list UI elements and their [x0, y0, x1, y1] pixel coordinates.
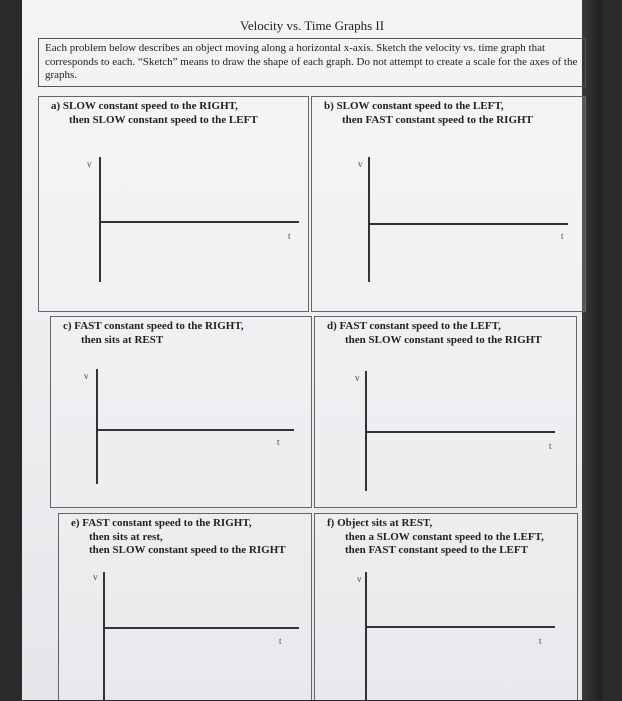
v-axis-label: v [357, 574, 362, 584]
t-axis-label: t [549, 441, 552, 451]
time-axis [368, 223, 568, 225]
problem-d-label [327, 320, 568, 347]
problem-d-line-1: d) FAST constant speed to the LEFT, [327, 320, 501, 332]
velocity-axis [99, 157, 101, 282]
problem-b-label [324, 100, 577, 127]
time-axis [103, 627, 299, 629]
velocity-axis [96, 369, 98, 484]
problem-e-label [71, 517, 303, 558]
t-axis-label: t [288, 231, 291, 241]
t-axis-label: t [561, 231, 564, 241]
problem-f-line-2: then a SLOW constant speed to the LEFT, [345, 530, 544, 543]
t-axis-label: t [277, 437, 280, 447]
time-axis [365, 431, 555, 433]
velocity-axis [365, 572, 367, 701]
t-axis-label: t [279, 636, 282, 646]
problem-b-line-2: then FAST constant speed to the RIGHT [342, 113, 533, 126]
page-title: Velocity vs. Time Graphs II [239, 18, 385, 33]
v-axis-label: v [93, 572, 98, 582]
problem-e-line-1: e) FAST constant speed to the RIGHT, [71, 517, 252, 529]
problem-b [311, 96, 586, 312]
instructions-box: Each problem below describes an object moving along a horizontal x-axis. Sketch the velocity vs. time graph that corresponds to each. “Sketch” means to draw the shape of each graph. Do not attempt to create a scale for the axes of the graphs. [38, 38, 586, 87]
velocity-axis [103, 572, 105, 701]
problem-a-label [51, 100, 300, 127]
problem-f-label [327, 517, 569, 558]
problem-b-line-1: b) SLOW constant speed to the LEFT, [324, 100, 504, 112]
problem-a-line-2: then SLOW constant speed to the LEFT [69, 113, 258, 126]
problem-f-line-1: f) Object sits at REST, [327, 517, 433, 529]
v-axis-label: v [355, 373, 360, 383]
problem-e-line-3: then SLOW constant speed to the RIGHT [89, 544, 286, 556]
time-axis [365, 626, 555, 628]
problem-a [38, 96, 309, 312]
problem-e-line-2: then sits at rest, [89, 530, 163, 543]
problem-f-line-3: then FAST constant speed to the LEFT [345, 544, 528, 556]
time-axis [96, 429, 294, 431]
problem-c-line-1: c) FAST constant speed to the RIGHT, [63, 320, 244, 332]
v-axis-label: v [84, 371, 89, 381]
time-axis [99, 221, 299, 223]
problem-e [58, 513, 312, 700]
problem-c [50, 316, 312, 508]
worksheet-page [22, 0, 602, 700]
problem-d [314, 316, 577, 508]
problem-c-label [63, 320, 303, 347]
velocity-axis [368, 157, 370, 282]
v-axis-label: v [358, 159, 363, 169]
t-axis-label: t [539, 636, 542, 646]
v-axis-label: v [87, 159, 92, 169]
problem-f [314, 513, 578, 700]
problem-d-line-2: then SLOW constant speed to the RIGHT [345, 333, 542, 346]
problem-c-line-2: then sits at REST [81, 333, 164, 346]
problem-a-line-1: a) SLOW constant speed to the RIGHT, [51, 100, 238, 112]
